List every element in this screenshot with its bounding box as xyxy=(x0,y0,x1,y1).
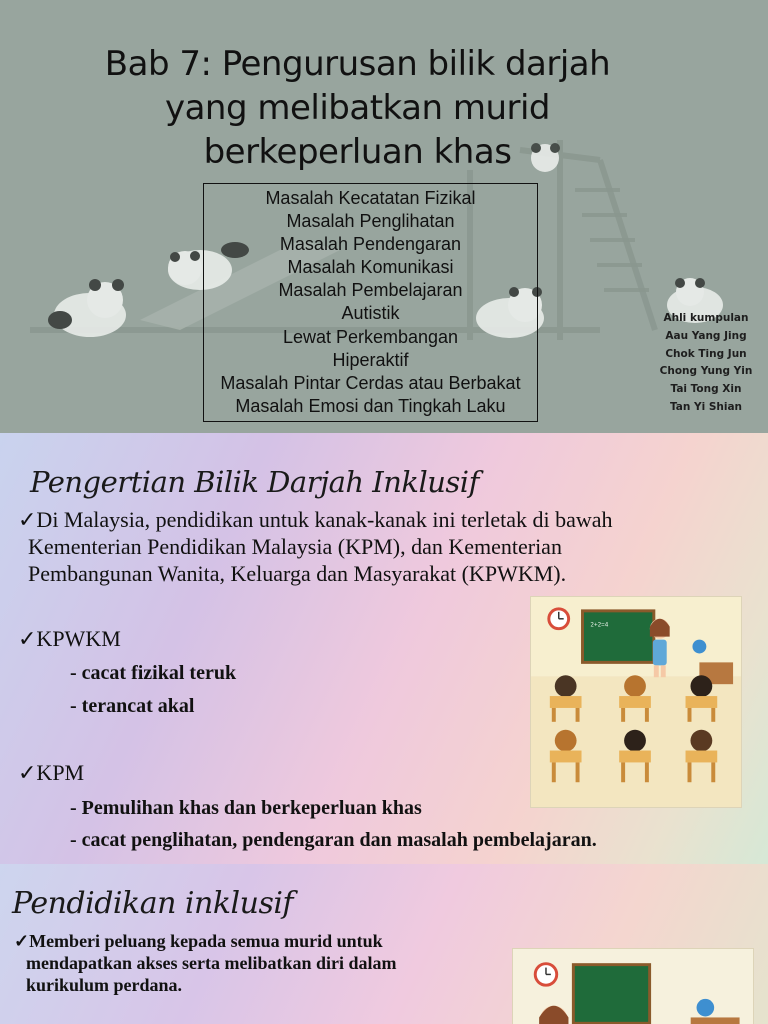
body-line: ✓Memberi peluang kepada semua murid untuk xyxy=(14,931,383,951)
teacher xyxy=(539,1006,568,1024)
body-line: kurikulum perdana. xyxy=(26,975,183,995)
group-members xyxy=(646,310,766,417)
kpm-item: - cacat penglihatan, pendengaran dan masalah pembelajaran. xyxy=(70,829,597,851)
slide-heading: Pendidikan inklusif xyxy=(12,886,294,921)
member-name: Tai Tong Xin xyxy=(670,383,742,396)
clock-icon xyxy=(535,964,557,986)
slide-3 xyxy=(0,864,768,1024)
category-item: Masalah Pendengaran xyxy=(279,234,462,255)
member-name: Chong Yung Yin xyxy=(659,365,753,378)
classroom-illustration xyxy=(512,948,754,1024)
slide-1 xyxy=(0,0,768,433)
title-line-3: berkeperluan khas xyxy=(203,132,512,172)
category-item: Lewat Perkembangan xyxy=(282,326,459,347)
category-item: Masalah Komunikasi xyxy=(287,257,454,278)
kpwkm-item: - terancat akal xyxy=(70,695,195,717)
category-item: Masalah Emosi dan Tingkah Laku xyxy=(235,395,506,416)
clock-icon xyxy=(549,609,569,629)
category-item: Masalah Pembelajaran xyxy=(278,280,463,301)
category-item: Autistik xyxy=(341,303,400,324)
intro-line: ✓Di Malaysia, pendidikan untuk kanak-kanak ini terletak di bawah xyxy=(18,507,613,532)
panda-1 xyxy=(48,279,126,337)
category-item: Masalah Kecatatan Fizikal xyxy=(265,188,476,208)
category-item: Masalah Penglihatan xyxy=(286,211,455,232)
member-name: Chok Ting Jun xyxy=(665,347,747,360)
title-line-1: Bab 7: Pengurusan bilik darjah xyxy=(104,44,611,84)
body-line: mendapatkan akses serta melibatkan diri dalam xyxy=(26,953,397,973)
intro-paragraph xyxy=(18,506,748,587)
body-paragraph xyxy=(14,930,484,996)
member-name: Tan Yi Shian xyxy=(669,400,743,413)
slide-heading: Pengertian Bilik Darjah Inklusif xyxy=(30,465,479,499)
kpm-label: ✓KPM xyxy=(18,760,85,785)
slide-title xyxy=(40,42,675,174)
kpwkm-item: - cacat fizikal teruk xyxy=(70,662,237,684)
intro-line: Pembangunan Wanita, Keluarga dan Masyarakat (KPWKM). xyxy=(28,561,567,586)
category-item: Masalah Pintar Cerdas atau Berbakat xyxy=(220,372,521,393)
intro-line: Kementerian Pendidikan Malaysia (KPM), dan Kementerian xyxy=(28,534,562,559)
categories-box xyxy=(203,183,538,422)
members-heading: Ahli kumpulan xyxy=(663,312,749,324)
kpwkm-label: ✓KPWKM xyxy=(18,626,121,651)
slide-2 xyxy=(0,433,768,864)
chalkboard xyxy=(573,965,649,1024)
classroom-illustration xyxy=(530,596,742,808)
member-name: Aau Yang Jing xyxy=(665,329,747,342)
chalkboard xyxy=(583,611,654,663)
title-line-2: yang melibatkan murid xyxy=(164,88,551,128)
category-item: Hiperaktif xyxy=(332,349,409,370)
svg-text:2+2=4: 2+2=4 xyxy=(590,621,609,629)
kpm-item: - Pemulihan khas dan berkeperluan khas xyxy=(70,797,422,819)
